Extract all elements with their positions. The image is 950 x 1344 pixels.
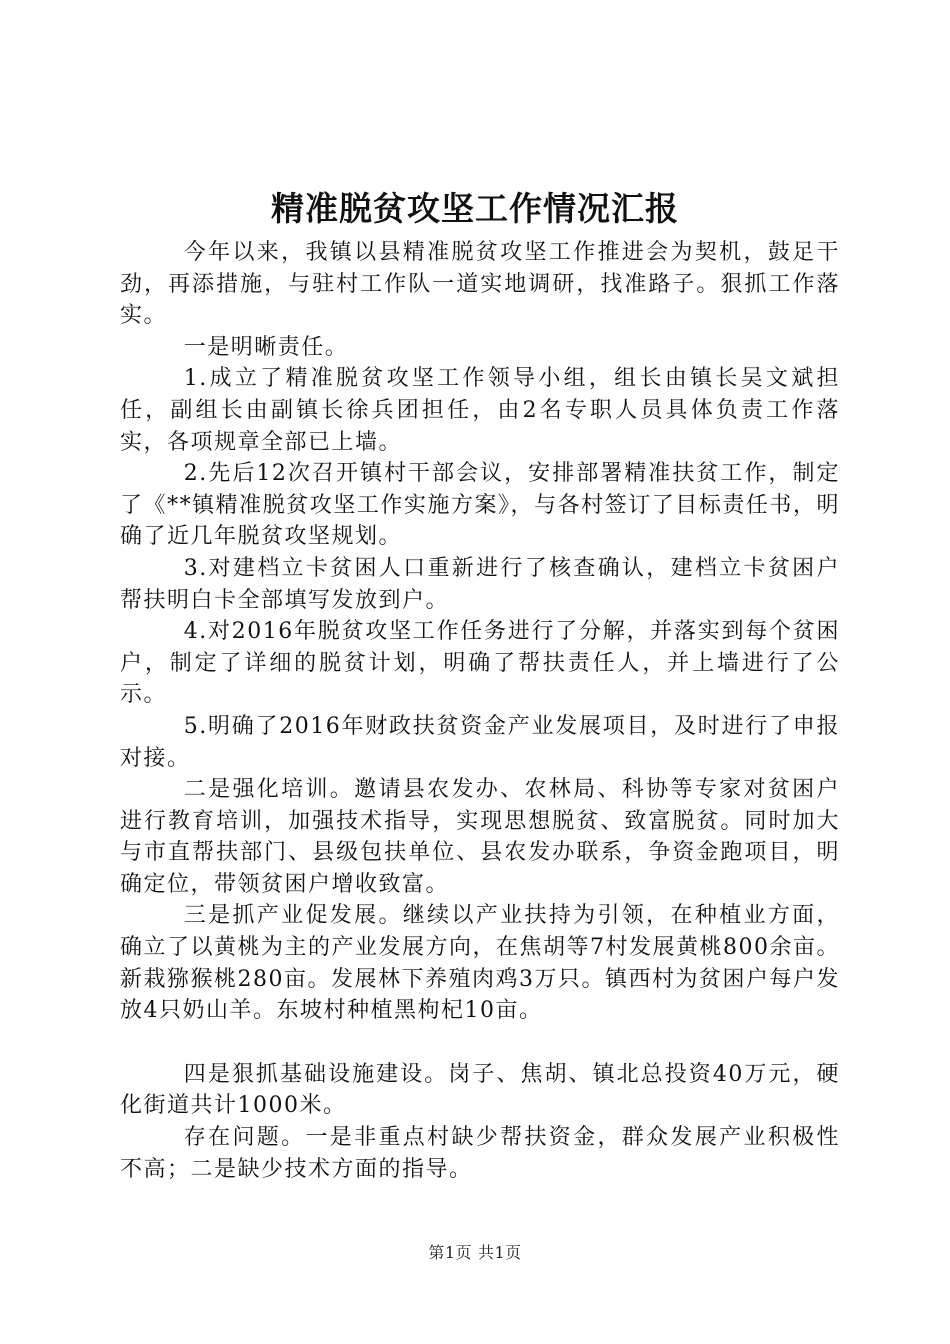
- paragraph-section-1-heading: 一是明晰责任。: [183, 334, 349, 360]
- page-footer: [0, 1241, 950, 1265]
- paragraph-problems: 存在问题。一是非重点村缺少帮扶资金，群众发展产业积极性不高；二是缺少技术方面的指导。: [120, 1125, 840, 1182]
- paragraph-section-3: 三是抓产业促发展。继续以产业扶持为引领，在种植业方面，确立了以黄桃为主的产业发展方向，在焦胡等7村发展黄桃800余亩。新栽猕猴桃280亩。发展林下养殖肉鸡3万只。镇西村为贫困户每户发放4只奶山羊。东坡村种植黑枸杞10亩。: [120, 903, 840, 1024]
- paragraph-section-4: 四是狠抓基础设施建设。岗子、焦胡、镇北总投资40万元，硬化街道共计1000米。: [120, 1061, 840, 1119]
- paragraph-section-2: 二是强化培训。邀请县农发办、农林局、科协等专家对贫困户进行教育培训，加强技术指导，实现思想脱贫、致富脱贫。同时加大与市直帮扶部门、县级包扶单位、县农发办联系，争资金跑项目，明确定位，带领贫困户增收致富。: [120, 777, 840, 897]
- page-number: 第1页: [428, 1243, 472, 1262]
- paragraph-item-1: 1.成立了精准脱贫攻坚工作领导小组，组长由镇长吴文斌担任，副组长由副镇长徐兵团担任，由2名专职人员具体负责工作落实，各项规章全部已上墙。: [120, 366, 840, 455]
- document-title: 精准脱贫攻坚工作情况汇报: [271, 189, 679, 228]
- document-body: [120, 237, 840, 1185]
- paragraph-item-3: 3.对建档立卡贫困人口重新进行了核查确认，建档立卡贫困户帮扶明白卡全部填写发放到户。: [120, 555, 840, 613]
- paragraph-item-4: 4.对2016年脱贫攻坚工作任务进行了分解，并落实到每个贫困户，制定了详细的脱贫计划，明确了帮扶责任人，并上墙进行了公示。: [120, 619, 840, 708]
- paragraph-item-5: 5.明确了2016年财政扶贫资金产业发展项目，及时进行了申报对接。: [120, 713, 840, 771]
- page-total: 共1页: [478, 1243, 522, 1262]
- paragraph-intro: 今年以来，我镇以县精准脱贫攻坚工作推进会为契机，鼓足干劲，再添措施，与驻村工作队一道实地调研，找准路子。狠抓工作落实。: [120, 240, 840, 329]
- paragraph-item-2: 2.先后12次召开镇村干部会议，安排部署精准扶贫工作，制定了《**镇精准脱贫攻坚工作实施方案》，与各村签订了目标责任书，明确了近几年脱贫攻坚规划。: [120, 461, 840, 550]
